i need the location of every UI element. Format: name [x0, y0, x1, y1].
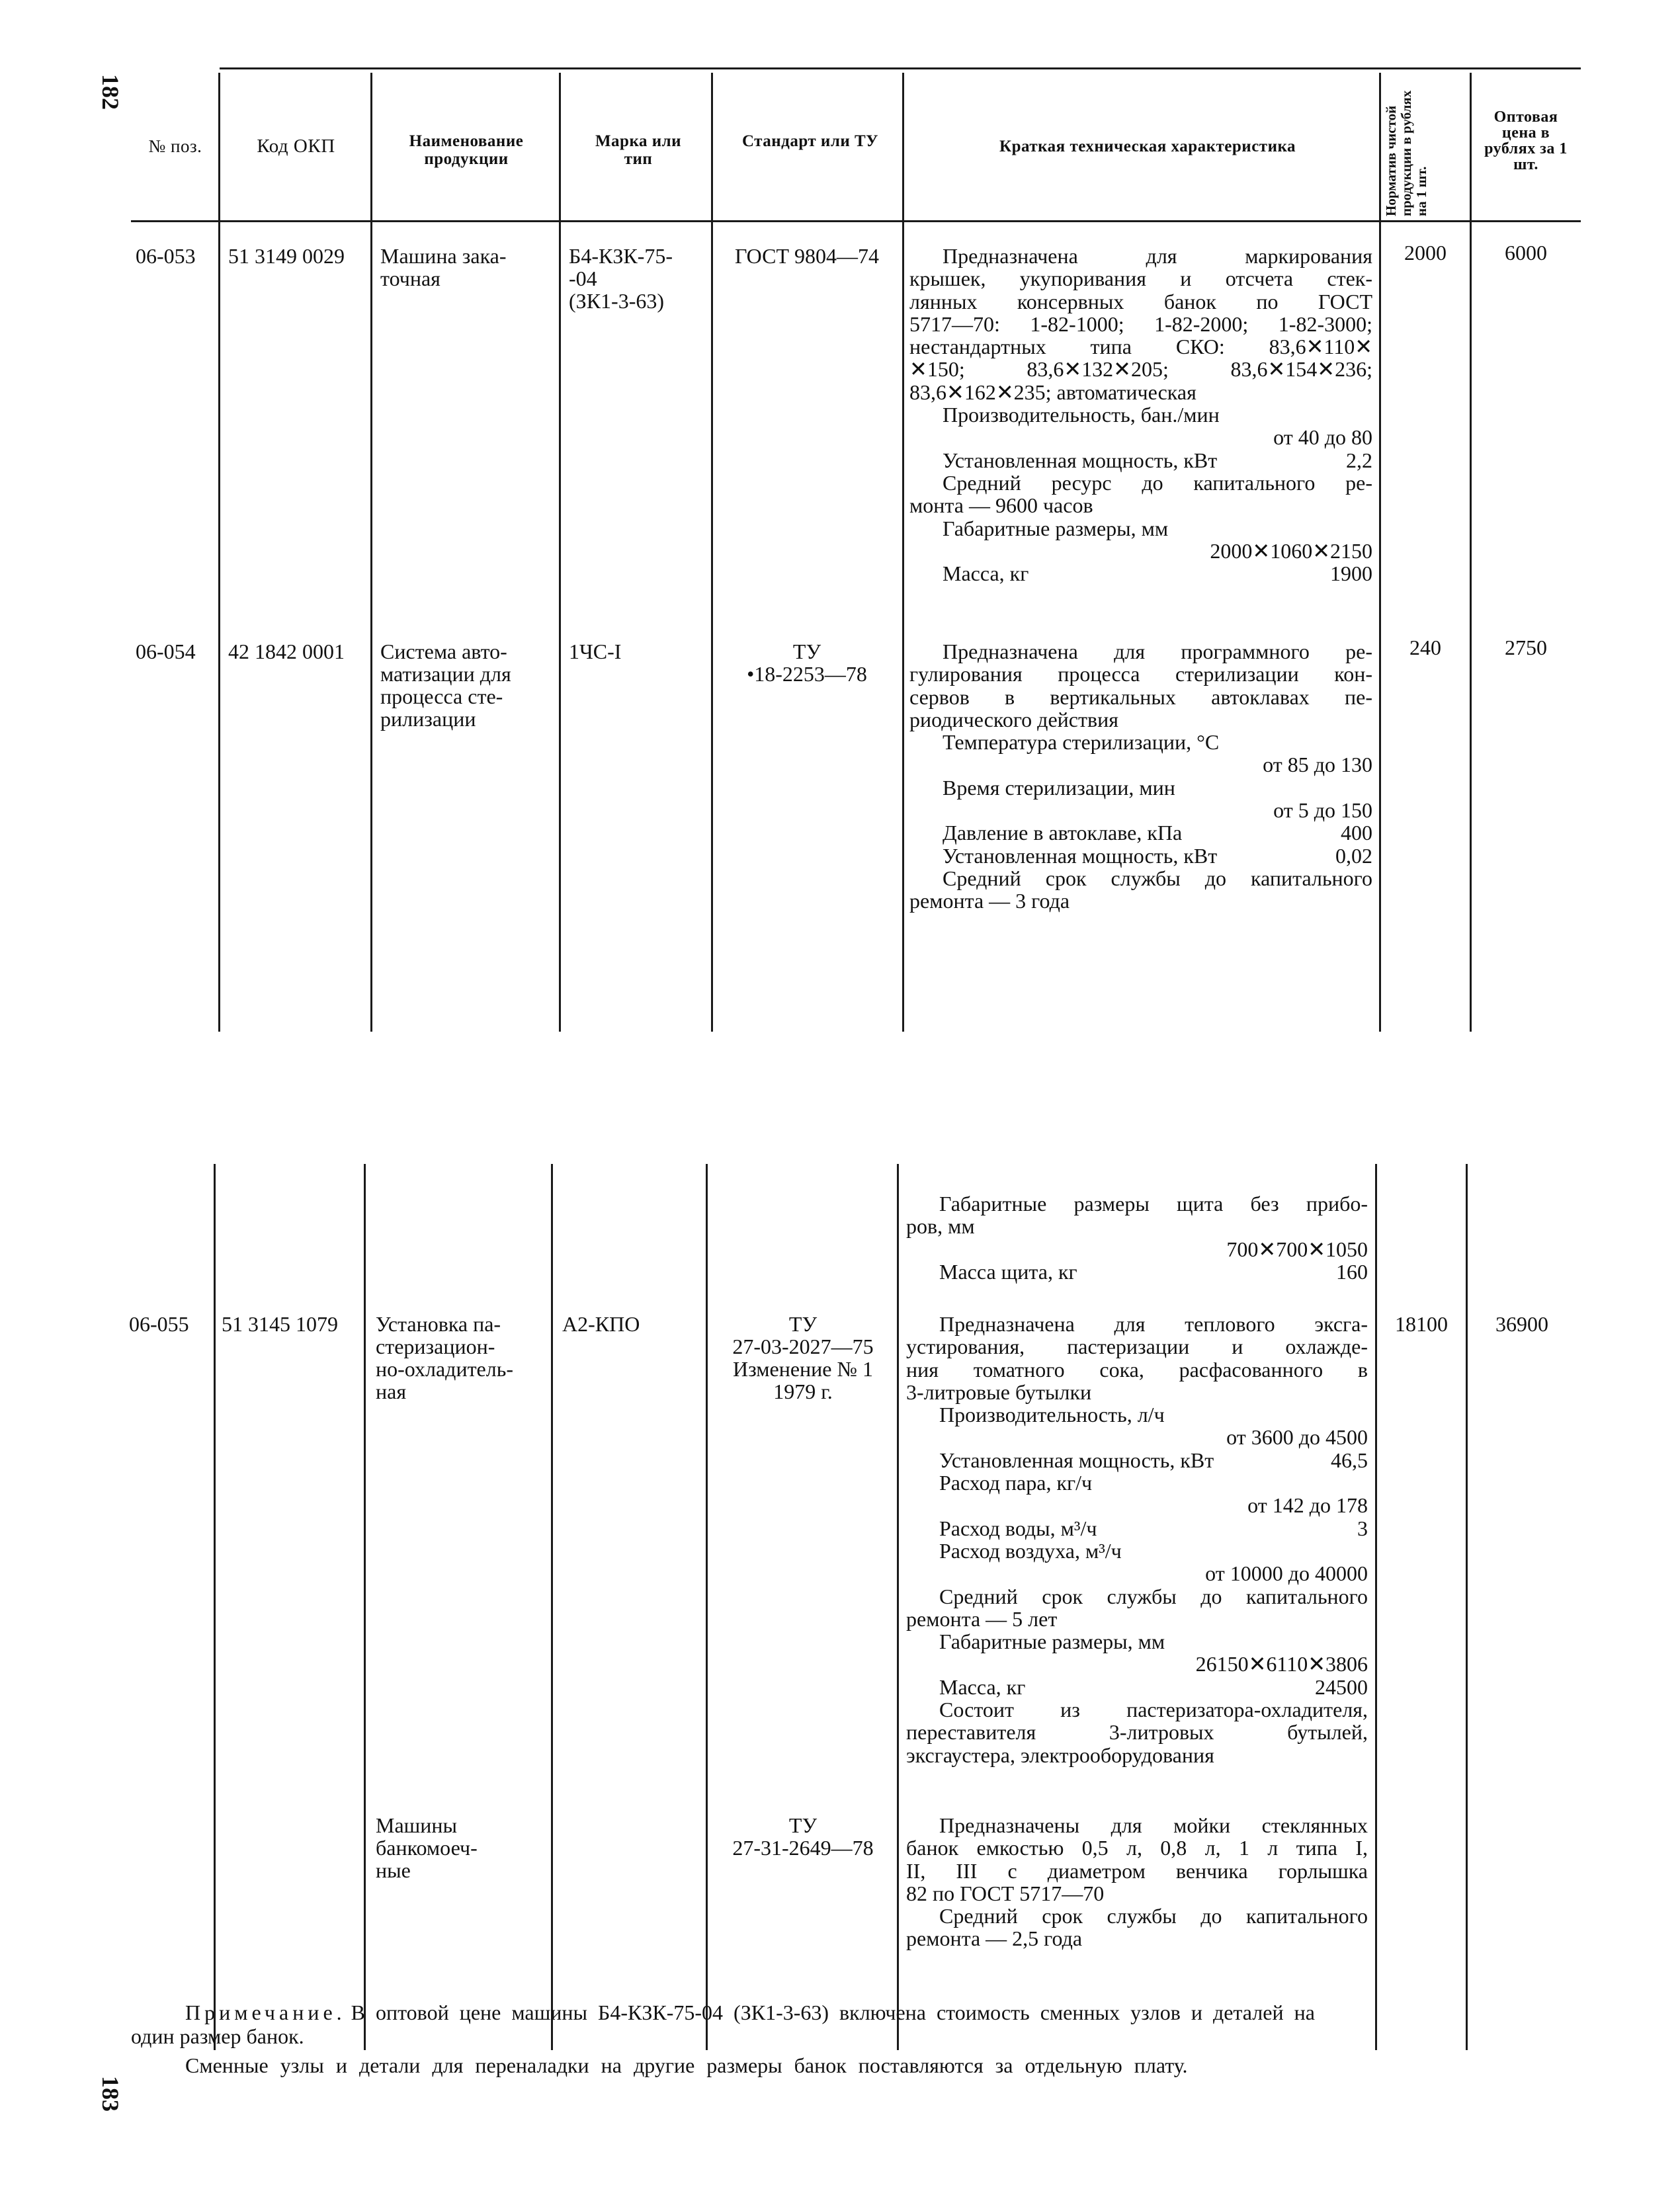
row-standard: ТУ 27-31-2649—78 — [732, 1813, 874, 1860]
note-label: Примечание. — [185, 2001, 346, 2024]
row-pos: 06-054 — [136, 640, 196, 663]
row-spec: Предназначена для программного ре- гулирования процесса стерилизации кон- сервов в вертикальных автоклавах пе- риодического действия Температура стерилизации, °С от 85 до 130 Время стерилизации, мин от 5 до 150 Давление в автоклаве, кПа 400 Установленная мощность, кВт 0,02 Средний срок службы до капитального ремонта — 3 года — [909, 640, 1372, 913]
page-number-top: 182 — [97, 74, 124, 110]
row-name: Машина зака- точная — [380, 244, 507, 290]
row-spec-continuation: Габаритные размеры щита без прибо- ров, мм 700✕700✕1050 Масса щита, кг 160 — [906, 1192, 1368, 1284]
row-norm: 240 — [1409, 636, 1441, 659]
row-price: 36900 — [1495, 1312, 1548, 1336]
row-spec: Предназначены для мойки стеклянных банок емкостью 0,5 л, 0,8 л, 1 л типа I, II, III с диаметром венчика горлышка 82 по ГОСТ 5717—70 Средний срок службы до капитального ремонта — 2,5 года — [906, 1813, 1368, 1951]
row-pos: 06-055 — [129, 1312, 189, 1336]
page-number-bottom: 183 — [97, 2076, 124, 2112]
row-standard: ГОСТ 9804—74 — [734, 244, 880, 268]
row-spec: Предназначена для теплового эксга- устирования, пастеризации и охлажде- ния томатного сока, расфасованного в 3-литровые бутылки Производительность, л/ч от 3600 до 4500 Установленная мощность, кВт 46,5 Расход пара, кг/ч от 142 до 178 Расход воды, м³/ч 3 Расход воздуха, м³/ч от 10000 до 40000 Средний срок службы до капитального ремонта — 5 лет Габаритные размеры, мм 26150✕6110✕3806 Масса, кг 24500 Состоит из пастеризатора-охладителя, переставителя 3-литровых бутылей, эксгаустера, электрооборудования — [906, 1312, 1368, 1767]
header-pos: № поз. — [148, 136, 202, 156]
row-name: Система авто- матизации для процесса сте- рилизации — [380, 640, 511, 731]
row-name: Машины банкомоеч- ные — [376, 1813, 478, 1882]
row-standard: ТУ •18-2253—78 — [747, 640, 867, 686]
header-norm-box — [1384, 74, 1466, 216]
header-spec: Краткая техническая характеристика — [999, 138, 1296, 155]
header-price: Оптовая цена в рублях за 1 шт. — [1484, 108, 1568, 173]
header-brand: Марка или тип — [595, 132, 682, 168]
row-standard: ТУ 27-03-2027—75 Изменение № 1 1979 г. — [732, 1312, 874, 1403]
row-okp: 42 1842 0001 — [228, 640, 345, 663]
row-name: Установка па- стеризацион- но-охладитель- ная — [376, 1312, 513, 1403]
row-okp: 51 3145 1079 — [222, 1312, 338, 1336]
header-name: Наименование продукции — [409, 132, 524, 168]
row-spec: Предназначена для маркирования крышек, укупоривания и отсчета стек- лянных консервных банок по ГОСТ 5717—70: 1-82-1000; 1-82-2000; 1-82-3000; нестандартных типа СКО: 83,6✕110✕ ✕150; 83,6✕132✕205; 83,6✕154✕236; 83,6✕162✕235; автоматическая Производительность, бан./мин от 40 до 80 Установленная мощность, кВт 2,2 Средний ресурс до капитального ре- монта — 9600 часов Габаритные размеры, мм 2000✕1060✕2150 Масса, кг 1900 — [909, 244, 1372, 586]
header-norm: Норматив чистой продукции в рублях на 1 шт. — [1383, 90, 1429, 216]
row-norm: 2000 — [1404, 241, 1447, 265]
row-brand: А2-КПО — [562, 1312, 640, 1336]
row-norm: 18100 — [1395, 1312, 1448, 1336]
row-price: 6000 — [1505, 241, 1547, 265]
row-brand: 1ЧС-I — [569, 640, 622, 663]
row-okp: 51 3149 0029 — [228, 244, 345, 268]
header-standard: Стандарт или ТУ — [741, 132, 879, 150]
header-okp: Код ОКП — [257, 136, 335, 157]
row-price: 2750 — [1505, 636, 1547, 659]
note-line-2: один размер банок. — [131, 2024, 304, 2048]
note-line-3: Сменные узлы и детали для переналадки на другие размеры банок поставляются за отдельную плату. — [185, 2053, 1188, 2077]
row-brand: Б4-КЗК-75- -04 (ЗК1-3-63) — [569, 244, 673, 313]
note-line-1: Примечание. В оптовой цене машины Б4-КЗК-75-04 (ЗК1-3-63) включена стоимость сменных узлов и деталей на — [185, 2001, 1315, 2024]
row-pos: 06-053 — [136, 244, 196, 268]
